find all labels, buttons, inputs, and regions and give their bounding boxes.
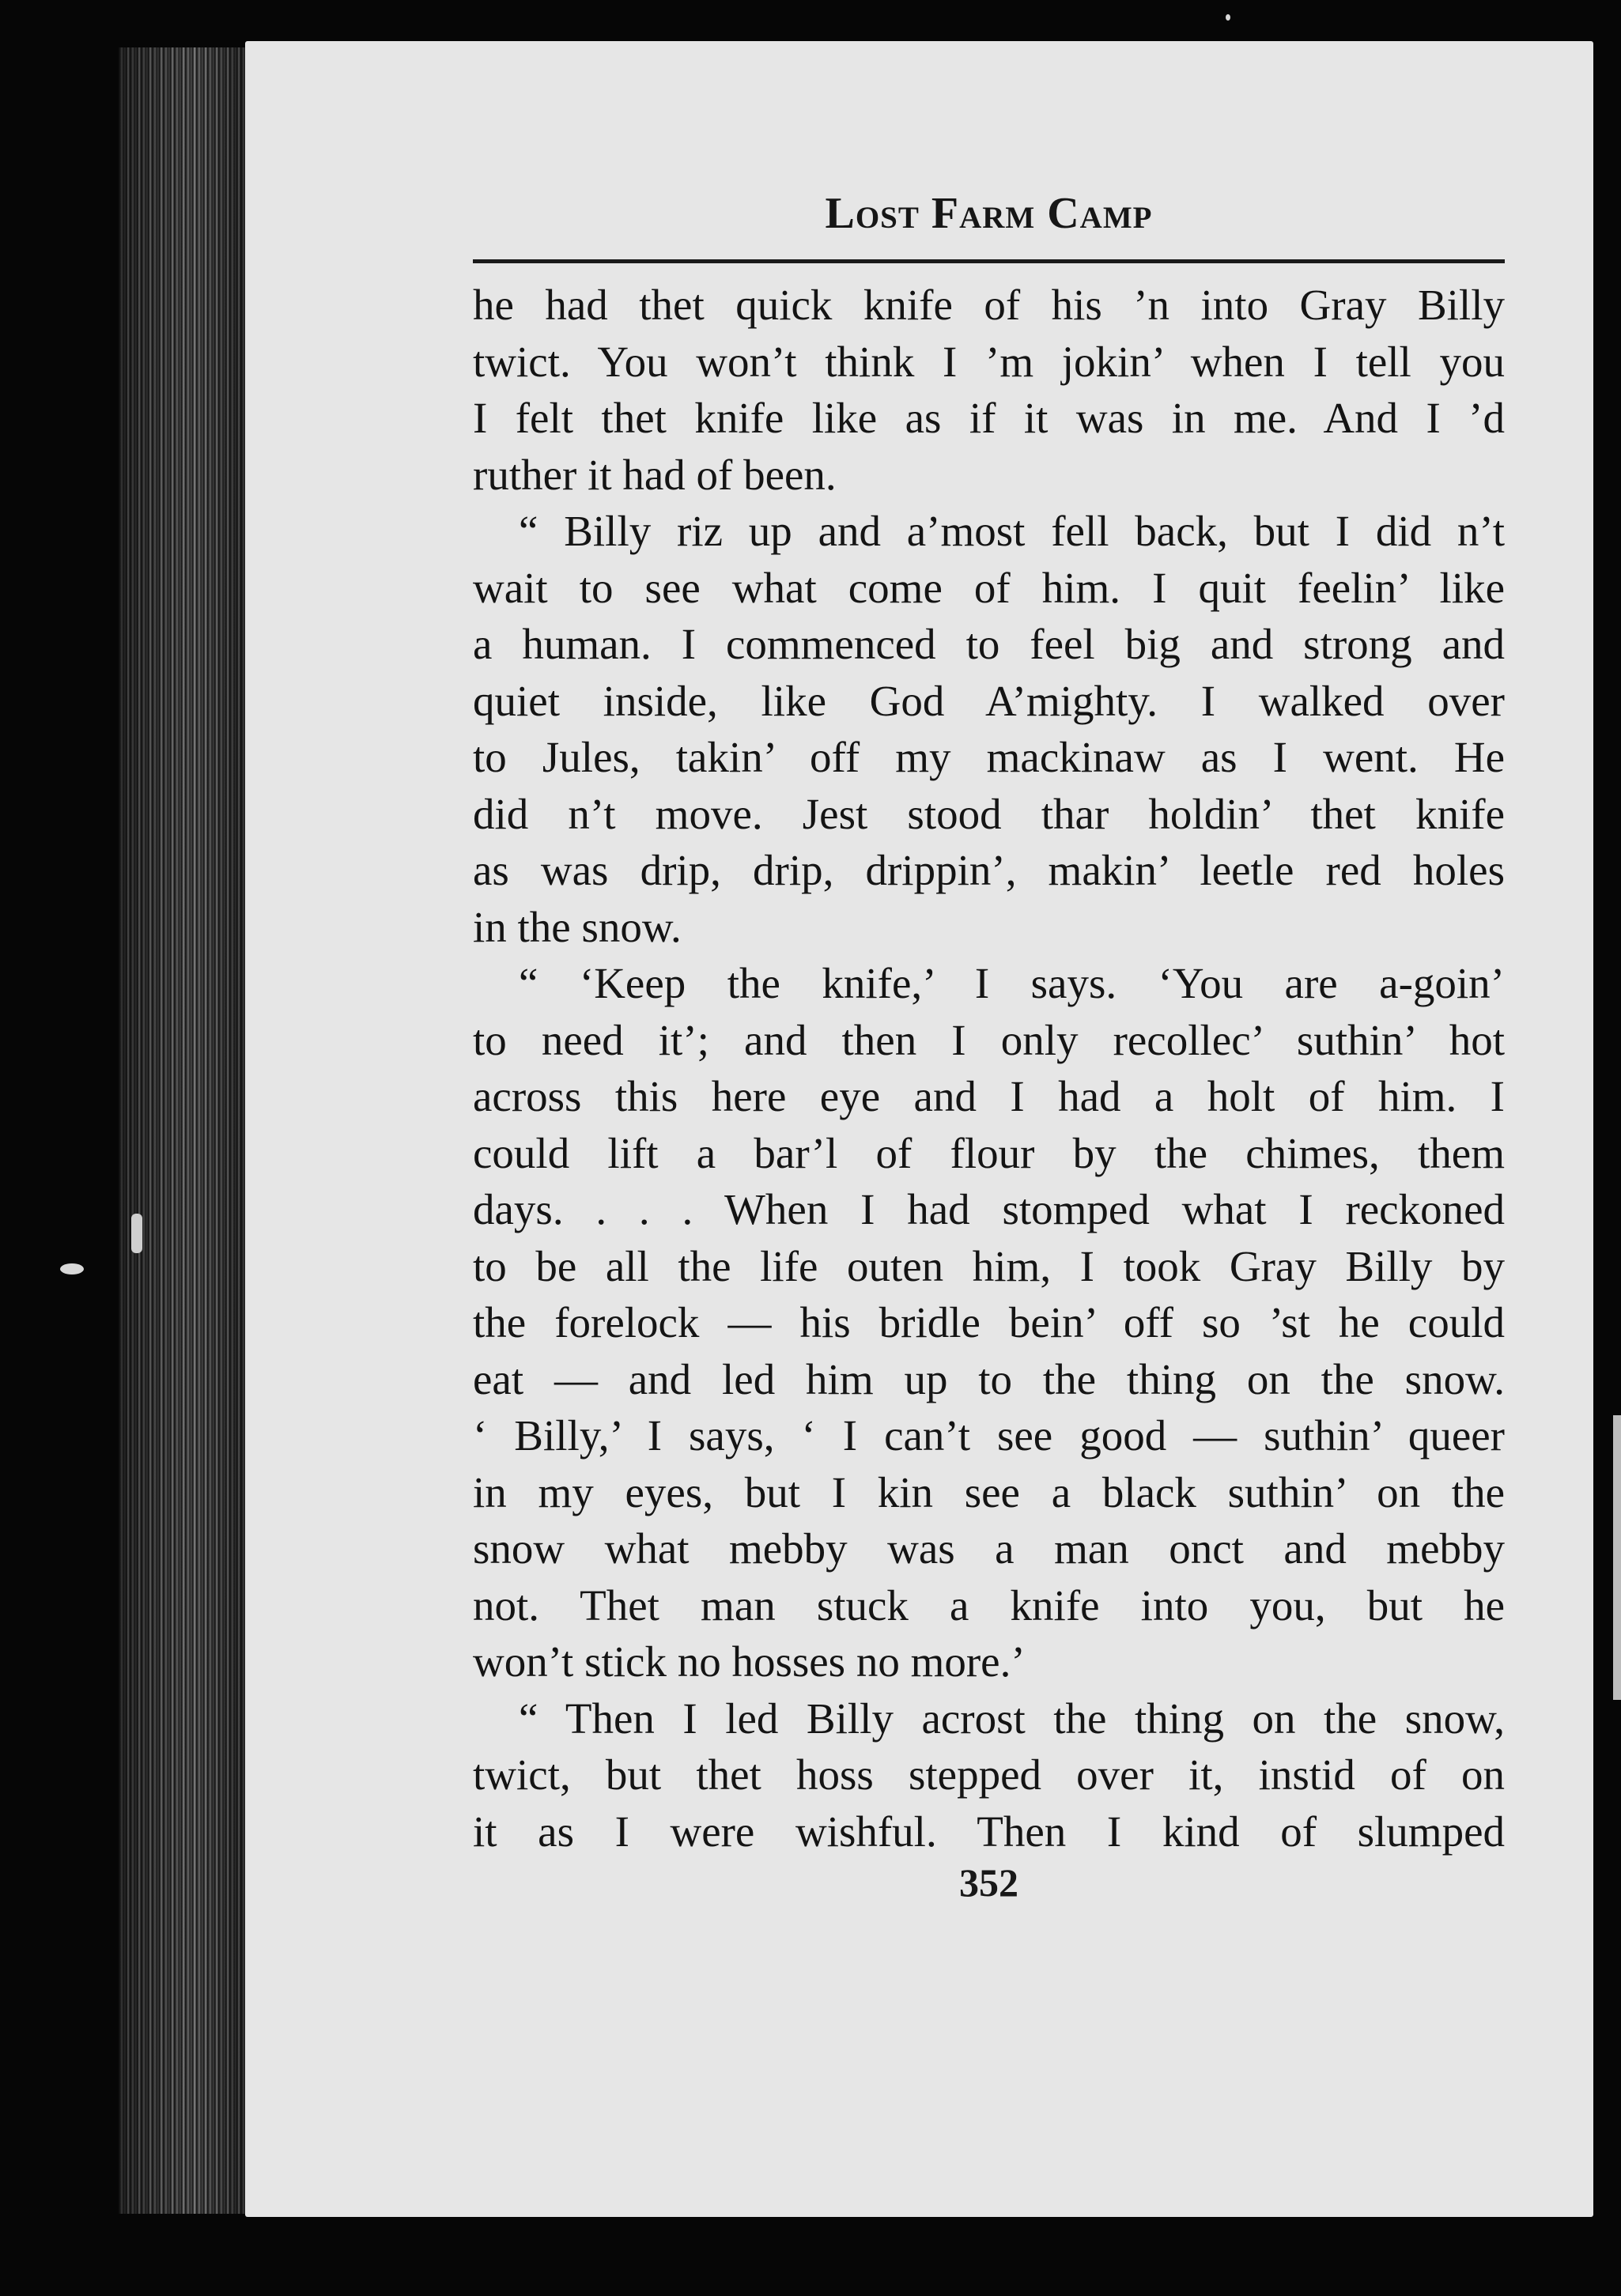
text-line: ruther it had of been. — [473, 450, 837, 499]
text-line: wait to see what come of him. I quit feelin’ like — [473, 563, 1505, 612]
text-line: “ Billy riz up and a’most fell back, but I did n’t — [519, 507, 1505, 555]
text-line: to be all the life outen him, I took Gray Billy by — [473, 1241, 1505, 1290]
text-line: he had thet quick knife of his ’n into Gray Billy — [473, 281, 1505, 329]
text-line: in the snow. — [473, 902, 682, 951]
scan-artifact-speck — [60, 1263, 84, 1275]
text-line: the forelock — his bridle bein’ off so ’st he could — [473, 1298, 1505, 1346]
text-line: in my eyes, but I kin see a black suthin’ on the — [473, 1467, 1505, 1516]
spine-shadow — [119, 47, 245, 2214]
text-line: quiet inside, like God A’mighty. I walked over — [473, 676, 1505, 725]
page-right-edge-mark — [1613, 1415, 1621, 1700]
running-head: Lost Farm Camp — [825, 189, 1153, 238]
text-line: could lift a bar’l of flour by the chimes, them — [473, 1128, 1505, 1177]
text-line: won’t stick no hosses no more.’ — [473, 1637, 1026, 1686]
text-line: “ ‘Keep the knife,’ I says. ‘You are a-goin’ — [519, 959, 1505, 1007]
text-line: did n’t move. Jest stood thar holdin’ thet knife — [473, 789, 1505, 838]
text-line: not. Thet man stuck a knife into you, but he — [473, 1580, 1505, 1629]
text-line: twict, but thet hoss stepped over it, instid of on — [473, 1750, 1505, 1799]
scan-artifact-mark — [131, 1214, 142, 1253]
text-line: snow what mebby was a man onct and mebby — [473, 1524, 1505, 1573]
text-line: I felt thet knife like as if it was in me. And I ’d — [473, 394, 1505, 442]
text-line: across this here eye and I had a holt of him. I — [473, 1072, 1505, 1120]
text-line: days. . . . When I had stomped what I reckoned — [473, 1185, 1505, 1233]
text-line: a human. I commenced to feel big and strong and — [473, 620, 1505, 668]
text-line: it as I were wishful. Then I kind of slumped — [473, 1807, 1505, 1856]
scan-artifact-speck — [1226, 14, 1230, 21]
header-rule — [473, 259, 1505, 263]
text-line: twict. You won’t think I ’m jokin’ when I tell you — [473, 337, 1505, 386]
page-number: 352 — [959, 1860, 1018, 1905]
text-line: to need it’; and then I only recollec’ suthin’ hot — [473, 1015, 1505, 1064]
text-line: ‘ Billy,’ I says, ‘ I can’t see good — suthin’ queer — [473, 1411, 1505, 1460]
text-line: “ Then I led Billy acrost the thing on the snow, — [519, 1694, 1505, 1743]
text-line: as was drip, drip, drippin’, makin’ leetle red holes — [473, 846, 1505, 894]
text-line: eat — and led him up to the thing on the snow. — [473, 1354, 1505, 1403]
page-body-text — [473, 277, 1505, 1860]
text-line: to Jules, takin’ off my mackinaw as I went. He — [473, 733, 1505, 781]
